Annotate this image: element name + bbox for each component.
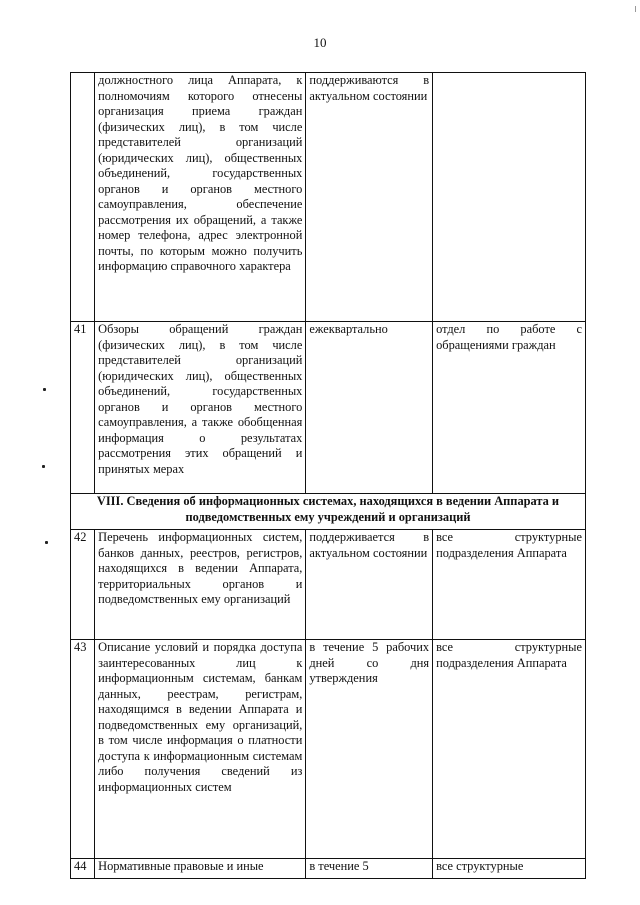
row-number: 41 <box>71 322 95 494</box>
table-row <box>71 859 586 879</box>
row-number: 43 <box>71 640 95 859</box>
scan-speck <box>42 465 45 468</box>
table-row <box>71 640 586 859</box>
row-responsible: все структурные подразделения Аппарата <box>433 530 586 640</box>
section-heading: VIII. Сведения об информационных системах, находящихся в ведении Аппарата и подведомственных ему учреждений и организаций <box>71 494 586 530</box>
row-responsible <box>433 73 586 322</box>
row-number: 44 <box>71 859 95 879</box>
scan-edge-mark <box>635 6 636 12</box>
row-period: в течение 5 рабочих дней со дня утверждения <box>306 640 433 859</box>
row-period: поддерживаются в актуальном состоянии <box>306 73 433 322</box>
row-description: Нормативные правовые и иные <box>95 859 306 879</box>
row-description: Перечень информационных систем, банков данных, реестров, регистров, находящихся в ведении Аппарата, территориальных органов и подведомственных ему организаций <box>95 530 306 640</box>
table-row <box>71 322 586 494</box>
table-row <box>71 73 586 322</box>
row-number: 42 <box>71 530 95 640</box>
table-row <box>71 530 586 640</box>
row-description: Описание условий и порядка доступа заинтересованных лиц к информационным системам, банкам данных, реестрам, регистрам, находящимся в ведении Аппарата и подведомственных ему организаций, в том числе информация о платности доступа к информационным системам либо получения сведений из информационных систем <box>95 640 306 859</box>
scan-speck <box>45 541 48 544</box>
row-responsible: все структурные <box>433 859 586 879</box>
row-period: ежеквартально <box>306 322 433 494</box>
row-period: поддерживается в актуальном состоянии <box>306 530 433 640</box>
section-row <box>71 494 586 530</box>
row-description: должностного лица Аппарата, к полномочиям которого отнесены организация приема граждан (физических лиц), в том числе представителей организаций (юридических лиц), общественных объединений, государственных органов и органов местного самоуправления, обеспечение рассмотрения их обращений, а также номер телефона, адрес электронной почты, по которым можно получить информацию справочного характера <box>95 73 306 322</box>
row-responsible: все структурные подразделения Аппарата <box>433 640 586 859</box>
row-description: Обзоры обращений граждан (физических лиц), в том числе представителей организаций (юридических лиц), общественных объединений, государственных органов и органов местного самоуправления, а также обобщенная информация о результатах рассмотрения этих обращений и принятых мерах <box>95 322 306 494</box>
row-responsible: отдел по работе с обращениями граждан <box>433 322 586 494</box>
row-period: в течение 5 <box>306 859 433 879</box>
row-number <box>71 73 95 322</box>
page-number: 10 <box>313 35 327 50</box>
information-table <box>70 72 586 879</box>
scan-speck <box>43 388 46 391</box>
